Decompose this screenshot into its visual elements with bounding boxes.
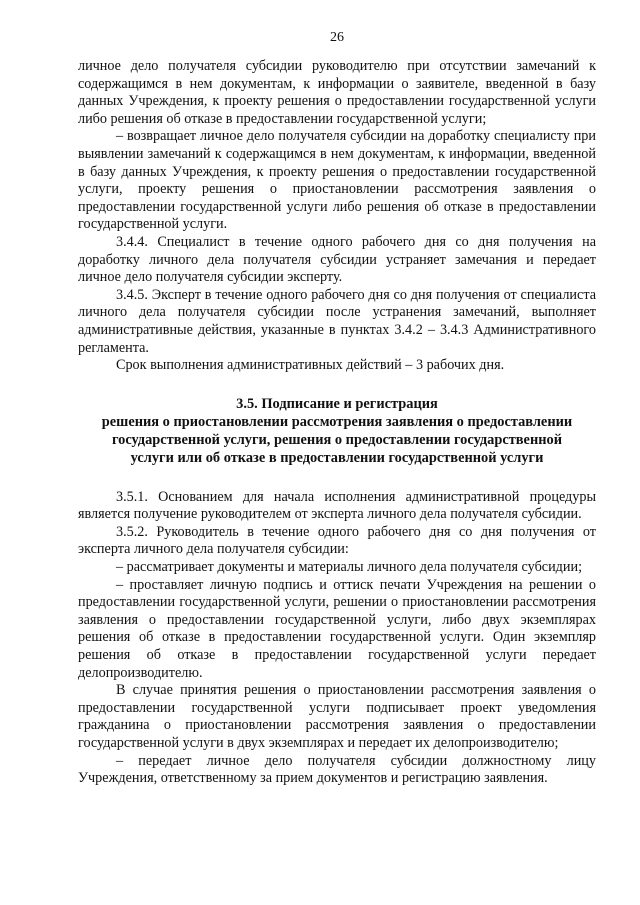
paragraph-continuation: личное дело получателя субсидии руководителю при отсутствии замечаний к содержащимся в нем документам, к информации о заявителе, введенной в базу данных Учреждения, к проекту решения о предоставлении государственной услуги либо решения об отказе в предоставлении государственной услуги; bbox=[78, 58, 596, 127]
section-3-5-heading bbox=[78, 395, 596, 467]
paragraph-review-documents: – рассматривает документы и материалы личного дела получателя субсидии; bbox=[116, 559, 583, 576]
paragraph-suspension-notice: В случае принятия решения о приостановлении рассмотрения заявления о предоставлении государственной услуги подписывает проект уведомления гражданина о приостановлении рассмотрения заявления о предоставлении государственной услуги в двух экземплярах и передает их делопроизводителю; bbox=[78, 682, 596, 751]
paragraph-3-5-1: 3.5.1. Основанием для начала исполнения административной процедуры является получение руководителем от эксперта личного дела получателя субсидии. bbox=[78, 488, 596, 523]
heading-line-2: решения о приостановлении рассмотрения заявления о предоставлении bbox=[101, 413, 573, 430]
document-page bbox=[78, 30, 596, 788]
section-3-4-text bbox=[78, 58, 596, 375]
paragraph-3-4-5: 3.4.5. Эксперт в течение одного рабочего дня со дня получения от специалиста личного дела получателя субсидии после устранения замечаний, выполняет административные действия, указанные в пунктах 3.4.2 – 3.4.3 Административного регламента. bbox=[78, 286, 596, 356]
paragraph-transfer-file: – передает личное дело получателя субсидии должностному лицу Учреждения, ответственному за прием документов и регистрацию заявления. bbox=[78, 752, 596, 787]
section-3-5-text bbox=[78, 489, 596, 788]
paragraph-sign-and-stamp: – проставляет личную подпись и оттиск печати Учреждения на решении о предоставлении государственной услуги, решении о приостановлении рассмотрения заявления о предоставлении государственной услуги, либо двух экземплярах решения об отказе в предоставлении государственной услуги. Один экземпляр решения об отказе в предоставлении государственной услуги передает делопроизводителю. bbox=[78, 576, 596, 681]
paragraph-return-for-revision: – возвращает личное дело получателя субсидии на доработку специалисту при выявлении замечаний к содержащимся в нем документам, к информации, введенной в базу данных Учреждения, к проекту решения о предоставлении государственной услуги, проекту решения о приостановлении рассмотрения заявления о предоставлении государственной услуги либо решения об отказе в предоставлении государственной услуги. bbox=[78, 128, 596, 233]
heading-line-1: 3.5. Подписание и регистрация bbox=[236, 395, 438, 412]
paragraph-deadline: Срок выполнения административных действий – 3 рабочих дня. bbox=[116, 357, 505, 374]
paragraph-3-5-2: 3.5.2. Руководитель в течение одного рабочего дня со дня получения от эксперта личного дела получателя субсидии: bbox=[78, 523, 596, 558]
heading-line-4: услуги или об отказе в предоставлении государственной услуги bbox=[130, 449, 544, 466]
page-number: 26 bbox=[330, 30, 344, 45]
heading-line-3: государственной услуги, решения о предоставлении государственной bbox=[111, 431, 563, 448]
paragraph-3-4-4: 3.4.4. Специалист в течение одного рабочего дня со дня получения на доработку личного дела получателя субсидии устраняет замечания и передает личное дело получателя субсидии эксперту. bbox=[78, 233, 596, 286]
